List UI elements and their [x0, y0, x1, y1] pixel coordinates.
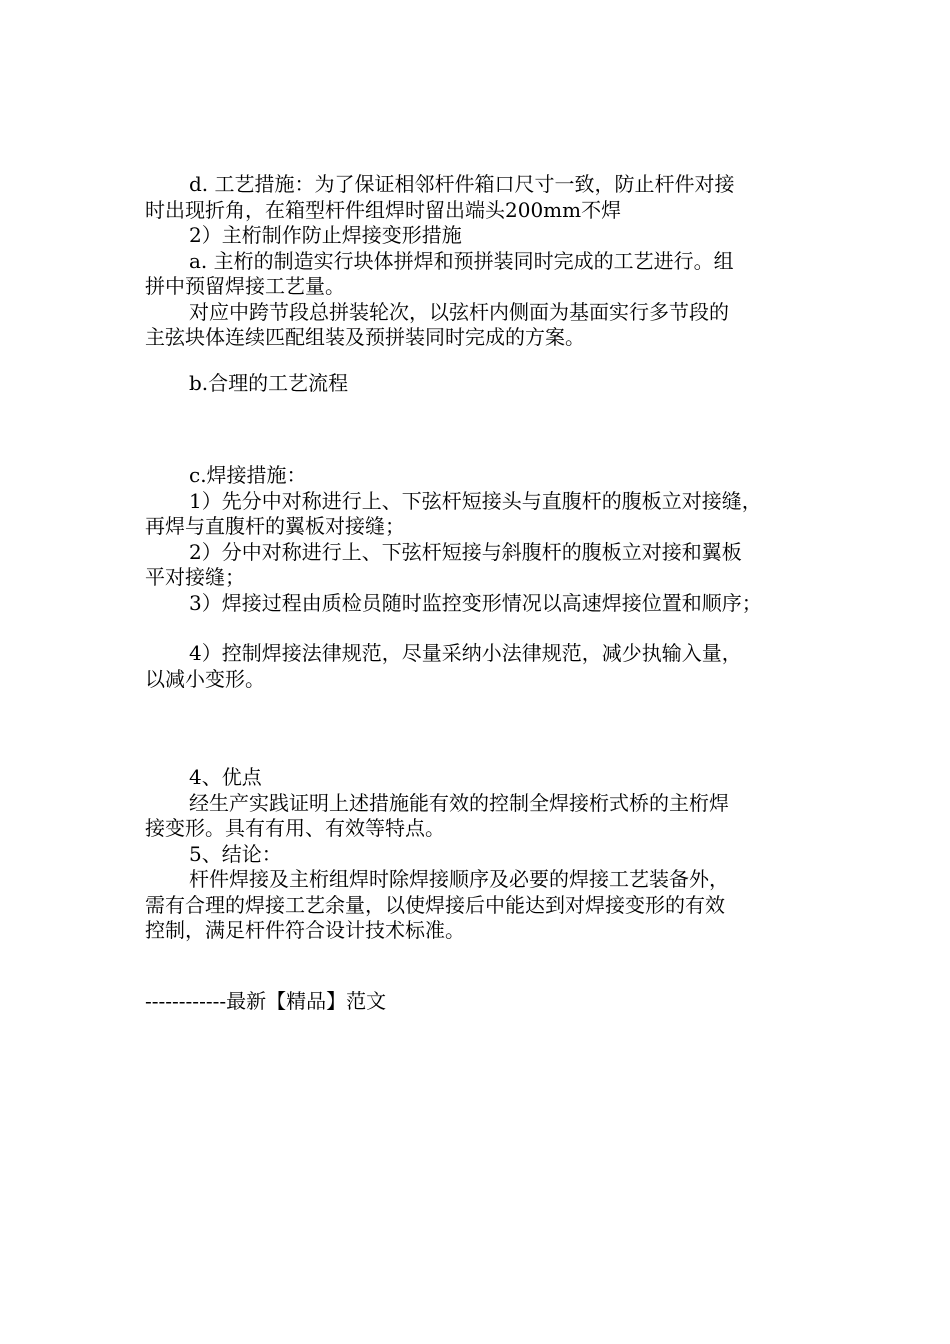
process-a-line-1: a. 主桁的制造实行块体拼焊和预拼装同时完成的工艺进行。组: [189, 248, 734, 273]
process-d-line-1: d. 工艺措施：为了保证相邻杆件箱口尺寸一致，防止杆件对接: [189, 172, 735, 196]
process-d-line-2: 时出现折角，在箱型杆件组焊时留出端头200mm不焊: [145, 197, 622, 222]
welding-item-1-line-1: 1）先分中对称进行上、下弦杆短接头与直腹杆的腹板立对接缝，: [189, 488, 762, 513]
welding-item-4-line-1: 4）控制焊接法律规范，尽量采纳小法律规范，减少执输入量，: [189, 641, 742, 665]
process-a-line-2: 拼中预留焊接工艺量。: [145, 274, 345, 298]
welding-item-1-line-2: 再焊与直腹杆的翼板对接缝；: [145, 514, 405, 538]
welding-item-2-line-1: 2）分中对称进行上、下弦杆短接与斜腹杆的腹板立对接和翼板: [189, 539, 742, 564]
welding-item-3-line-1: 3）焊接过程由质检员随时监控变形情况以高速焊接位置和顺序；: [189, 590, 762, 615]
conclusion-line-2: 需有合理的焊接工艺余量，以使焊接后中能达到对焊接变形的有效: [145, 892, 725, 917]
advantages-heading: 4、优点: [189, 765, 262, 789]
welding-title: c.焊接措施：: [189, 463, 307, 487]
paragraph-line-1: 对应中跨节段总拼装轮次，以弦杆内侧面为基面实行多节段的: [189, 299, 729, 324]
conclusion-line-3: 控制，满足杆件符合设计技术标准。: [145, 918, 465, 942]
document-page: [145, 172, 825, 1014]
conclusion-line-1: 杆件焊接及主桁组焊时除焊接顺序及必要的焊接工艺装备外，: [189, 867, 729, 891]
advantages-line-2: 接变形。具有有用、有效等特点。: [145, 816, 445, 840]
paragraph-line-2: 主弦块体连续匹配组装及预拼装同时完成的方案。: [145, 325, 585, 349]
welding-item-2-line-2: 平对接缝；: [145, 565, 245, 589]
advantages-line-1: 经生产实践证明上述措施能有效的控制全焊接桁式桥的主桁焊: [189, 790, 729, 815]
welding-item-4-line-2: 以减小变形。: [145, 666, 265, 691]
footer-text: ------------最新【精品】范文: [145, 988, 387, 1013]
process-b-line: b.合理的工艺流程: [189, 370, 349, 395]
conclusion-heading: 5、结论：: [189, 841, 282, 866]
section-heading-2: 2）主桁制作防止焊接变形措施: [189, 223, 462, 247]
